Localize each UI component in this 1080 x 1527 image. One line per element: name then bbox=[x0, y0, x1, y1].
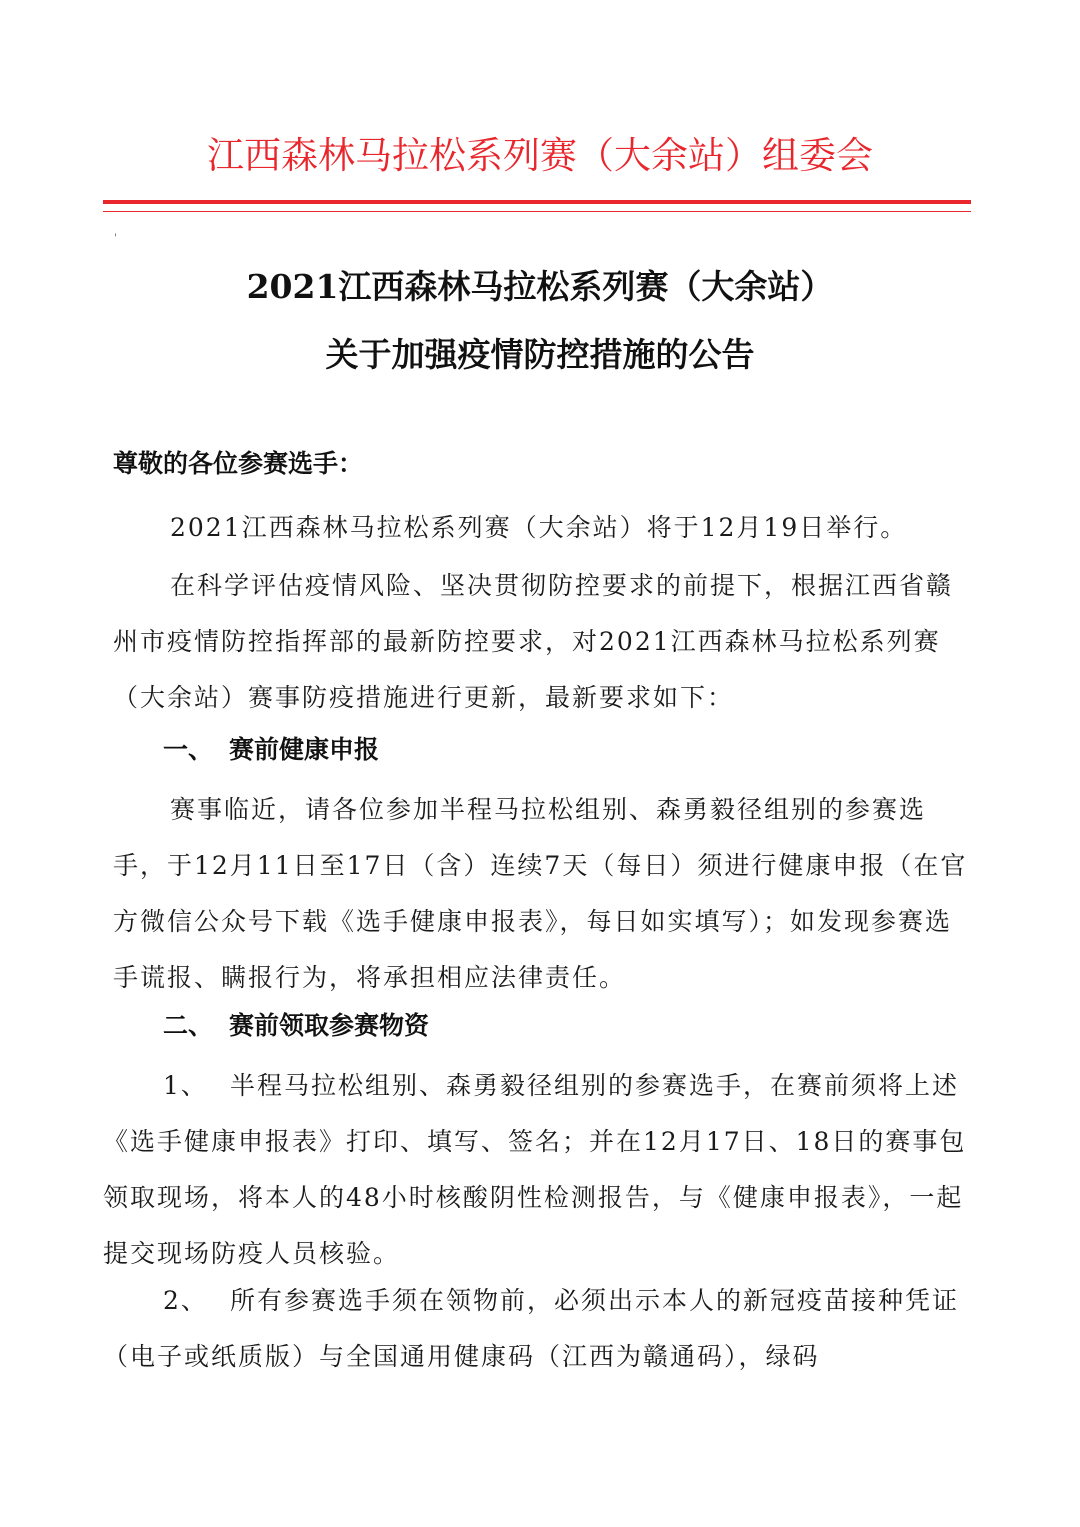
section-number: 二、 bbox=[163, 1011, 214, 1040]
paragraph-context: 在科学评估疫情风险、坚决贯彻防控要求的前提下，根据江西省赣州市疫情防控指挥部的最新防控要求，对2021江西森林马拉松系列赛（大余站）赛事防疫措施进行更新，最新要求如下： bbox=[113, 571, 954, 712]
salutation: 尊敬的各位参赛选手： bbox=[113, 449, 364, 478]
section-heading-1 bbox=[163, 730, 379, 770]
section-1-body: 赛事临近，请各位参加半程马拉松组别、森勇毅径组别的参赛选手，于12月11日至17日（含）连续7天（每日）须进行健康申报（在官方微信公众号下载《选手健康申报表》，每日如实填写）；如发现参赛选手谎报、瞒报行为，将承担相应法律责任。 bbox=[113, 795, 968, 992]
notice-title-line-2: 关于加强疫情防控措施的公告 bbox=[325, 335, 755, 374]
section-2-item-2 bbox=[103, 1273, 968, 1385]
section-number: 一、 bbox=[163, 735, 214, 764]
header-rule-thin bbox=[103, 211, 971, 212]
stray-mark: ' bbox=[114, 233, 117, 244]
section-heading-2 bbox=[163, 1006, 429, 1046]
paragraph-event-date: 2021江西森林马拉松系列赛（大余站）将于12月19日举行。 bbox=[170, 513, 908, 542]
item-text: 半程马拉松组别、森勇毅径组别的参赛选手，在赛前须将上述《选手健康申报表》打印、填写、签名；并在12月17日、18日的赛事包领取现场，将本人的48小时核酸阴性检测报告，与《健康申报表》，一起提交现场防疫人员核验。 bbox=[103, 1071, 967, 1268]
section-2-item-1 bbox=[103, 1058, 968, 1282]
notice-title-line-1: 2021江西森林马拉松系列赛（大余站） bbox=[246, 267, 834, 306]
item-number: 1、 bbox=[163, 1071, 208, 1100]
organizer-header: 江西森林马拉松系列赛（大余站）组委会 bbox=[207, 134, 873, 177]
header-rule-thick bbox=[103, 200, 971, 204]
item-text: 所有参赛选手须在领物前，必须出示本人的新冠疫苗接种凭证（电子或纸质版）与全国通用健康码（江西为赣通码），绿码 bbox=[103, 1286, 960, 1371]
section-title: 赛前领取参赛物资 bbox=[229, 1011, 430, 1040]
section-title: 赛前健康申报 bbox=[229, 735, 380, 764]
item-number: 2、 bbox=[163, 1286, 208, 1315]
